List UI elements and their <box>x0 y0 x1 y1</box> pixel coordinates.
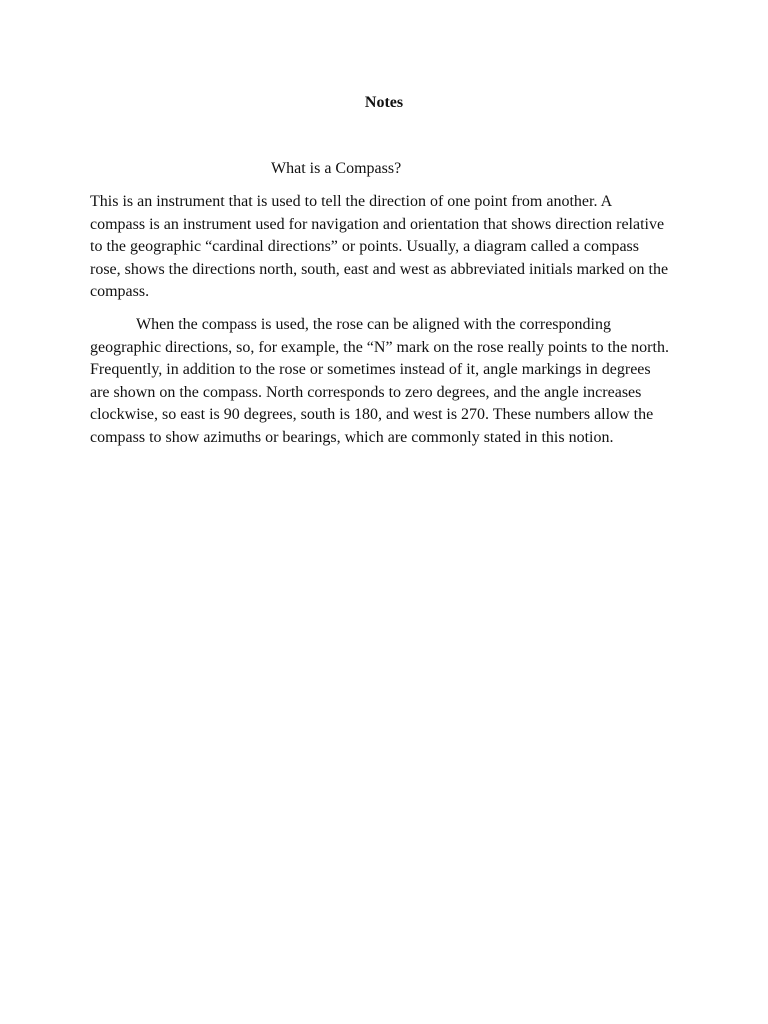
section-heading: What is a Compass? <box>271 160 402 177</box>
paragraph-1: This is an instrument that is used to tell the direction of one point from another. A compass is an instrument used for navigation and orientation that shows direction relative to the geographic “cardinal directions” or points. Usually, a diagram called a compass rose, shows the directions north, south, east and west as abbreviated initials marked on the compass. <box>90 193 669 300</box>
page-title: Notes <box>364 94 404 111</box>
paragraph-2: When the compass is used, the rose can be aligned with the corresponding geographic directions, so, for example, the “N” mark on the rose really points to the north. Frequently, in addition to the rose or sometimes instead of it, angle markings in degrees are shown on the compass. North corresponds to zero degrees, and the angle increases clockwise, so east is 90 degrees, south is 180, and west is 270. These numbers allow the compass to show azimuths or bearings, which are commonly stated in this notion. <box>90 316 669 446</box>
